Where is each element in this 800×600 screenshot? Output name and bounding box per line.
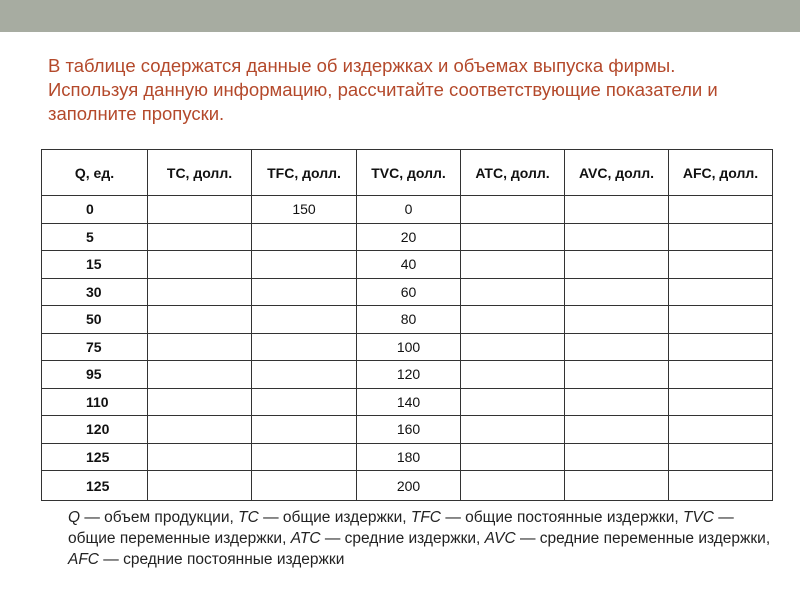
cell-tfc [252,278,357,306]
legend-afc-desc: — средние постоянные издержки [99,551,345,568]
cell-tfc [252,443,357,471]
cell-atc [461,471,565,501]
cell-avc [565,223,669,251]
cell-avc [565,278,669,306]
legend-avc-desc: — средние переменные издержки, [515,530,771,547]
legend-avc-symbol: AVC [484,530,516,547]
cell-afc [669,223,773,251]
cell-avc [565,416,669,444]
legend-tfc-symbol: TFC [410,509,442,526]
header-atc: ATC, долл. [461,150,565,196]
legend-tfc-desc: — общие постоянные издержки, [441,509,683,526]
intro-line-3: заполните пропуски. [48,103,225,124]
table-row [42,306,773,334]
legend-q-symbol: Q [68,509,81,526]
cell-atc [461,416,565,444]
cell-tc [148,443,252,471]
header-avc: AVC, долл. [565,150,669,196]
cell-q: 30 [42,278,148,306]
cell-tc [148,223,252,251]
legend-tc-symbol: TC [238,509,259,526]
cell-tvc: 100 [357,333,461,361]
intro-line-1: В таблице содержатся данные об издержках и объемах выпуска фирмы. [48,55,676,76]
cell-afc [669,306,773,334]
cell-q: 5 [42,223,148,251]
header-tc: TC, долл. [148,150,252,196]
cell-q: 120 [42,416,148,444]
cell-q: 125 [42,471,148,501]
cell-atc [461,388,565,416]
cell-tc [148,306,252,334]
table-row [42,471,773,501]
cell-afc [669,388,773,416]
table-row [42,443,773,471]
cell-atc [461,361,565,389]
cell-tfc [252,333,357,361]
cell-tc [148,196,252,224]
cost-table [41,149,773,501]
cell-tvc: 200 [357,471,461,501]
cell-afc [669,251,773,279]
cell-avc [565,388,669,416]
cell-tvc: 180 [357,443,461,471]
cell-tfc [252,223,357,251]
cell-tfc [252,471,357,501]
table-body [42,196,773,501]
cell-tfc [252,388,357,416]
cell-tfc: 150 [252,196,357,224]
table-row [42,361,773,389]
cell-afc [669,278,773,306]
cell-tc [148,278,252,306]
cell-afc [669,443,773,471]
cell-tvc: 80 [357,306,461,334]
cell-atc [461,196,565,224]
table-row [42,388,773,416]
table-header-row [42,150,773,196]
cell-avc [565,471,669,501]
cell-atc [461,333,565,361]
table-row [42,251,773,279]
cell-tc [148,388,252,416]
legend-q-desc: — объем продукции, [80,509,239,526]
cell-q: 95 [42,361,148,389]
header-tfc: TFC, долл. [252,150,357,196]
cell-tvc: 160 [357,416,461,444]
table-row [42,196,773,224]
legend-tvc-symbol: TVC [682,509,714,526]
cell-tvc: 140 [357,388,461,416]
cell-tfc [252,251,357,279]
cell-tc [148,251,252,279]
cell-tc [148,361,252,389]
legend-text [68,507,778,570]
cell-atc [461,443,565,471]
table-row [42,416,773,444]
table-row [42,223,773,251]
legend-atc-symbol: ATC [290,530,321,547]
table-row [42,278,773,306]
cell-tfc [252,416,357,444]
cell-avc [565,333,669,361]
cell-tvc: 0 [357,196,461,224]
legend-afc-symbol: AFC [68,551,99,568]
cell-tvc: 60 [357,278,461,306]
table-row [42,333,773,361]
cell-q: 75 [42,333,148,361]
cell-tfc [252,361,357,389]
header-q: Q, ед. [42,150,148,196]
cell-afc [669,333,773,361]
cell-avc [565,361,669,389]
header-afc: AFC, долл. [669,150,773,196]
cell-q: 110 [42,388,148,416]
legend [68,507,778,570]
cell-tvc: 20 [357,223,461,251]
top-bar [0,0,800,32]
cell-tfc [252,306,357,334]
cell-atc [461,251,565,279]
cell-q: 0 [42,196,148,224]
intro-line-2: Используя данную информацию, рассчитайте соответствующие показатели и [48,79,718,100]
task-intro [48,54,778,126]
cell-tc [148,416,252,444]
legend-atc-desc: — средние издержки, [320,530,485,547]
cell-avc [565,306,669,334]
cell-atc [461,306,565,334]
cell-q: 15 [42,251,148,279]
cell-tc [148,333,252,361]
cell-avc [565,196,669,224]
cell-avc [565,443,669,471]
cell-tc [148,471,252,501]
cell-afc [669,416,773,444]
cell-avc [565,251,669,279]
cell-atc [461,223,565,251]
legend-tc-desc: — общие издержки, [258,509,411,526]
cell-afc [669,361,773,389]
legend-tvc-desc: — общие переменные издержки, [68,509,734,547]
cell-afc [669,196,773,224]
cell-afc [669,471,773,501]
cell-tvc: 40 [357,251,461,279]
cell-atc [461,278,565,306]
cell-tvc: 120 [357,361,461,389]
cell-q: 50 [42,306,148,334]
header-tvc: TVC, долл. [357,150,461,196]
cell-q: 125 [42,443,148,471]
